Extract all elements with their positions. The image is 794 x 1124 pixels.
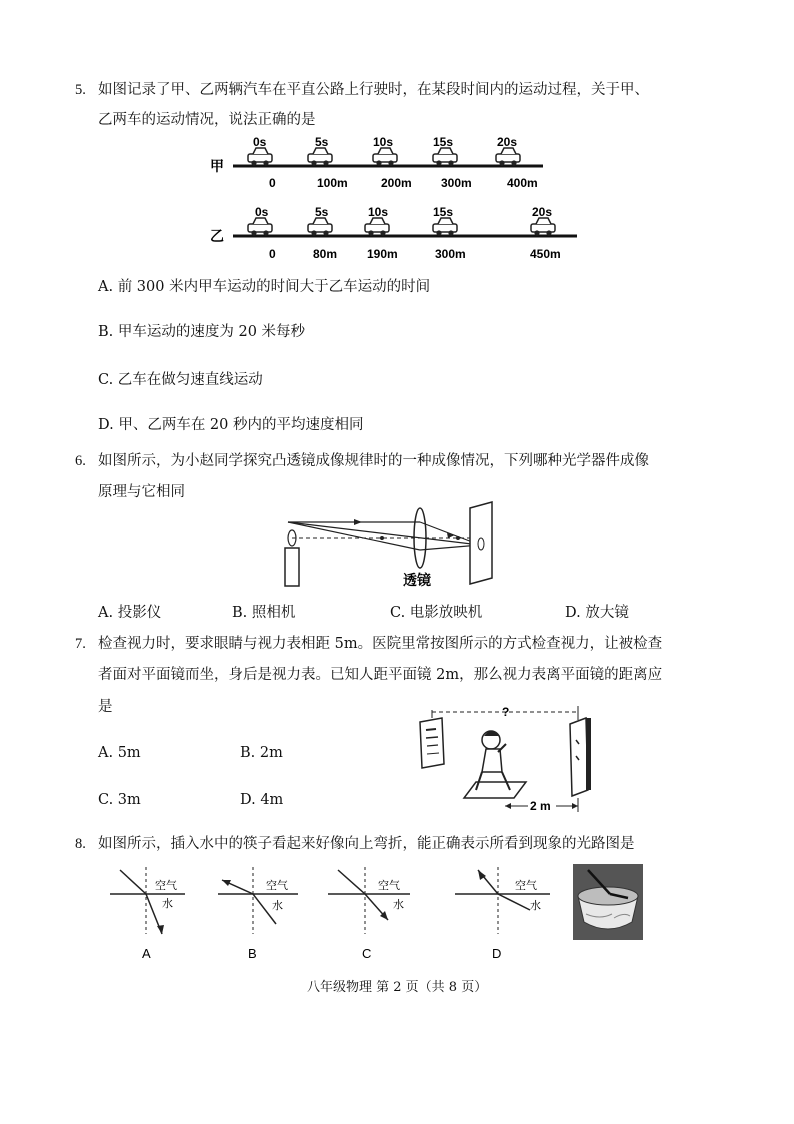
jia-dist-1: 100m xyxy=(317,176,348,190)
q6-lens-imaging-figure xyxy=(270,500,510,595)
svg-text:空气: 空气 xyxy=(155,880,177,892)
jia-dist-3: 300m xyxy=(441,176,472,190)
q6-option-d: D. 放大镜 xyxy=(565,605,629,621)
car-icon xyxy=(433,218,457,236)
q8-refraction-figure xyxy=(100,862,700,972)
jia-time-0: 0s xyxy=(253,135,267,149)
q5-option-c: C. 乙车在做匀速直线运动 xyxy=(98,372,263,388)
q8-stem: 如图所示，插入水中的筷子看起来好像向上弯折，能正确表示所看到现象的光路图是 xyxy=(98,836,635,852)
page-footer: 八年级物理 第 2 页（共 8 页） xyxy=(307,980,488,995)
q7-number: 7. xyxy=(75,636,86,652)
q7-option-a: A. 5m xyxy=(98,745,141,761)
car-icon xyxy=(365,218,389,236)
svg-text:B: B xyxy=(248,946,257,961)
q6-option-a: A. 投影仪 xyxy=(98,605,162,621)
q7-option-d: D. 4m xyxy=(240,792,284,808)
car-icon xyxy=(308,148,332,166)
patient-icon xyxy=(464,731,526,798)
svg-text:空气: 空气 xyxy=(378,880,400,892)
q6-number: 6. xyxy=(75,453,86,469)
yi-dist-2: 190m xyxy=(367,247,398,261)
svg-text:水: 水 xyxy=(393,899,404,911)
yi-dist-3: 300m xyxy=(435,247,466,261)
q6-option-b: B. 照相机 xyxy=(232,605,296,621)
car-icon xyxy=(433,148,457,166)
jia-time-4: 20s xyxy=(497,135,518,149)
jia-time-2: 10s xyxy=(373,135,394,149)
q7-option-c: C. 3m xyxy=(98,792,141,808)
yi-time-1: 5s xyxy=(315,205,329,219)
q7-option-b: B. 2m xyxy=(240,745,283,761)
svg-text:水: 水 xyxy=(530,900,541,912)
svg-text:空气: 空气 xyxy=(266,880,288,892)
q7-stem-line1: 检查视力时，要求眼睛与视力表相距 5m。医院里常按图所示的方式检查视力，让被检查 xyxy=(98,636,663,652)
q5-option-d: D. 甲、乙两车在 20 秒内的平均速度相同 xyxy=(98,417,364,433)
svg-text:水: 水 xyxy=(272,900,283,912)
refraction-diagram-b xyxy=(218,867,298,961)
chopstick-in-bowl-photo xyxy=(573,864,643,940)
q6-stem-line1: 如图所示，为小赵同学探究凸透镜成像规律时的一种成像情况，下列哪种光学器件成像 xyxy=(98,453,649,469)
svg-text:水: 水 xyxy=(162,898,173,910)
q5-car-motion-figure xyxy=(205,130,585,270)
eye-chart-icon xyxy=(420,718,444,768)
q5-number: 5. xyxy=(75,82,86,98)
jia-time-1: 5s xyxy=(315,135,329,149)
car-icon xyxy=(373,148,397,166)
svg-text:C: C xyxy=(362,946,372,961)
refraction-diagram-c xyxy=(328,867,410,961)
car-icon xyxy=(308,218,332,236)
q5-option-a: A. 前 300 米内甲车运动的时间大于乙车运动的时间 xyxy=(98,279,431,295)
car-icon xyxy=(531,218,555,236)
car-icon xyxy=(248,148,272,166)
car-icon xyxy=(496,148,520,166)
q8-number: 8. xyxy=(75,836,86,852)
jia-dist-0: 0 xyxy=(269,176,276,190)
q7-eye-test-figure xyxy=(410,702,610,814)
screen-icon xyxy=(470,502,492,584)
yi-time-4: 20s xyxy=(532,205,553,219)
q5-option-b: B. 甲车运动的速度为 20 米每秒 xyxy=(98,324,306,340)
q7-stem-line2: 者面对平面镜而坐，身后是视力表。已知人距平面镜 2m，那么视力表离平面镜的距离应 xyxy=(98,667,663,683)
jia-dist-4: 400m xyxy=(507,176,538,190)
yi-time-2: 10s xyxy=(368,205,389,219)
q5-jia-label: 甲 xyxy=(210,158,224,174)
yi-dist-4: 450m xyxy=(530,247,561,261)
svg-text:D: D xyxy=(492,946,502,961)
q6-option-c: C. 电影放映机 xyxy=(390,605,483,621)
yi-dist-1: 80m xyxy=(313,247,338,261)
svg-text:A: A xyxy=(142,946,151,961)
svg-text:空气: 空气 xyxy=(515,880,537,892)
car-icon xyxy=(248,218,272,236)
refraction-diagram-d xyxy=(455,867,550,961)
q7-stem-line3: 是 xyxy=(98,699,113,715)
jia-time-3: 15s xyxy=(433,135,454,149)
yi-time-3: 15s xyxy=(433,205,454,219)
refraction-diagram-a xyxy=(110,867,185,961)
q5-yi-label: 乙 xyxy=(210,228,224,244)
jia-dist-2: 200m xyxy=(381,176,412,190)
q6-stem-line2: 原理与它相同 xyxy=(98,484,185,500)
q7-question-mark: ? xyxy=(502,705,510,719)
q5-stem-line2: 乙两车的运动情况，说法正确的是 xyxy=(98,112,316,128)
lens-label: 透镜 xyxy=(403,572,431,588)
q7-distance-label: 2 m xyxy=(530,799,551,813)
yi-dist-0: 0 xyxy=(269,247,276,261)
mirror-icon xyxy=(570,718,591,796)
yi-time-0: 0s xyxy=(255,205,269,219)
q5-stem-line1: 如图记录了甲、乙两辆汽车在平直公路上行驶时，在某段时间内的运动过程，关于甲、 xyxy=(98,82,649,98)
